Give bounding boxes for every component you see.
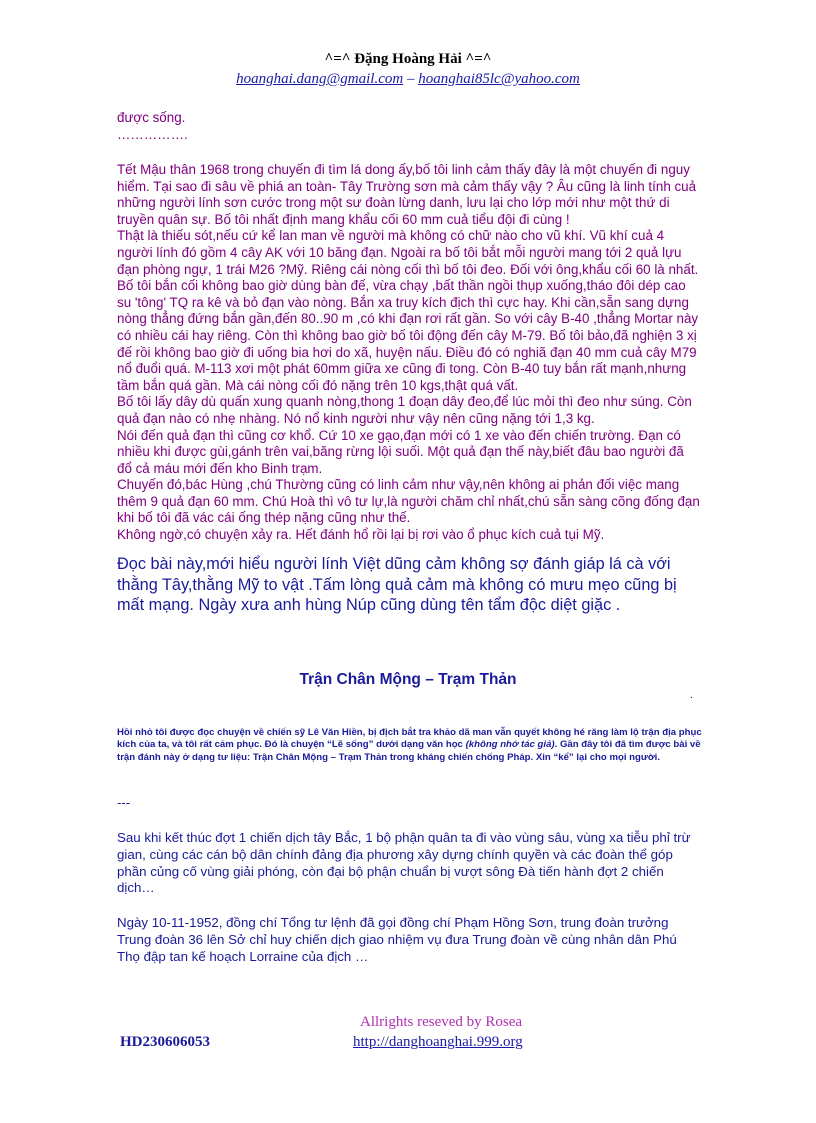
story-paragraph: Tết Mậu thân 1968 trong chuyến đi tìm lá dong ấy,bố tôi linh cảm thấy đây là một chuyến đi nguy hiểm. Tại sao đi sâu về phiá an toàn- Tây Trường sơn mà cảm thấy vậy ? Âu cũng là linh tính cuả những người lính sơn cước trong một sư đoàn lừng danh, lưu lại cho lớp mới như một thứ di truyền quân sự. Bố tôi nhất định mang khẩu cối 60 mm cuả tiểu đội đi cùng ! [117, 162, 697, 227]
email-link-gmail[interactable]: hoanghai.dang@gmail.com [236, 71, 404, 87]
section-paragraph: Ngày 10-11-1952, đồng chí Tổng tư lệnh đã gọi đồng chí Phạm Hồng Sơn, trung đoàn trưởng Trung đoàn 36 lên Sở chỉ huy chiến dịch giao nhiệm vụ đưa Trung đoàn về cùng nhân dân Phú Thọ đập tan kế hoạch Lorraine của địch … [117, 915, 677, 964]
story-paragraph: Thật là thiếu sót,nếu cứ kể lan man về người mà không có chữ nào cho vũ khí. Vũ khí cuả 4 người lính đó gồm 4 cây AK với 10 băng đạn. Ngoài ra bố tôi bắt mỗi người mang tới 2 quả lựu đạn phòng ngự, 1 trái M26 ?Mỹ. Riêng cái nòng cối thì bố tôi đeo. Đối với ông,khẩu cối 60 là nhất. Bố tôi bắn cối không bao giờ dùng bàn đế, vừa chạy ,bất thần ngồi thụp xuống,tháo đôi dép cao su 'tông' TQ ra kê và bỏ đạn vào nòng. Bắn xa truy kích địch thì cực hay. Khi cần,sẵn sang dựng nòng thẳng đứng bắn gần,đến 80..90 m ,có khi đạn rơi rất gần. So với cây B-40 ,thẳng Mortar này có nhiều cái hay riêng. Còn thì không bao giờ bố tôi động đến cây M-79. Bố tôi bảo,đã nghiện 3 xị đế rồi không bao giờ đi uống bia hơi do xã, huyện nấu. Điều đó có nghiã đạn 40 mm cuả cây M79 nổ đuổi quá. M-113 xơi một phát 60mm giữa xe cũng đi tong. Còn B-40 tuy bắn rất mạnh,nhưng tầm bắn quá gần. Mà cái nòng cối đó nặng trên 10 kgs,thật quá vất. [117, 228, 699, 393]
intro-italic: (không nhớ tác giả) [465, 739, 555, 751]
section-paragraph: Sau khi kết thúc đợt 1 chiến dịch tây Bắc, 1 bộ phận quân ta đi vào vùng sâu, vùng xa tiễu phỉ trừ gian, cùng các cán bộ dân chính đảng địa phương xây dựng chính quyền và các đoàn thể góp phần củng cố vùng giải phóng, còn đại bộ phận chuẩn bị vượt sông Đà tiến hành đợt 2 chiến dịch… [117, 830, 691, 896]
story-body [117, 162, 702, 544]
story-paragraph: Bố tôi lấy dây dù quấn xung quanh nòng,thong 1 đoạn dây đeo,để lúc mỏi thì đeo như súng. Còn quả đạn nào có nhẹ nhàng. Nó nổ kinh người như vậy nên cũng nặng tới 1,3 kg. [117, 394, 692, 426]
section-divider: --- [117, 795, 131, 810]
footer-website-link[interactable]: http://danghoanghai.999.org [353, 1034, 523, 1050]
fragment-ellipsis: ……………. [117, 126, 188, 142]
fragment-line: được sống. [117, 110, 186, 125]
stray-dot: . [690, 690, 693, 701]
story-paragraph: Nói đến quả đạn thì cũng cơ khổ. Cứ 10 xe gạo,đạn mới có 1 xe vào đến chiến trường. Đạn có nhiều khi được gùi,gánh trên vai,băng rừng lội suối. Một quả đạn thế này,biết đâu bao người đã đổ cả máu mới đến kho Binh trạm. [117, 427, 684, 476]
footer-document-code: HD230606053 [120, 1034, 210, 1050]
intro-text: Hồi nhỏ tôi được đọc chuyện về chiến sỹ Lê Văn Hiền, bị địch bắt tra khảo dã man vẫn quyết không hé răng làm lộ trận địa phục kích của ta, và tôi rất cảm phục. Đó là chuyện “Lẽ sống” dưới dạng văn học [117, 727, 702, 751]
reflection-paragraph: Đọc bài này,mới hiểu người lính Việt dũng cảm không sợ đánh giáp lá cà với thằng Tây,thằng Mỹ to vật .Tấm lòng quả cảm mà không có mưu mẹo cũng bị mất mạng. Ngày xưa anh hùng Núp cũng dùng tên tẩm độc diệt giặc . [117, 555, 677, 614]
author-emails [0, 71, 816, 88]
story-paragraph: Không ngờ,có chuyện xảy ra. Hết đánh hổ rồi lại bị rơi vào ổ phục kích cuả tụi Mỹ. [117, 527, 605, 543]
top-fragment [117, 110, 702, 143]
email-separator: – [403, 71, 419, 87]
story-paragraph: Chuyến đó,bác Hùng ,chú Thường cũng có linh cảm như vậy,nên không ai phản đối việc mang thêm 9 quả đạn 60 mm. Chú Hoà thì vô tư lự,là người chăm chỉ nhất,chú sẵn sàng cõng đống đạn khi bố tôi đã vác cái ống thép nặng cũng như thế. [117, 477, 700, 526]
email-link-yahoo[interactable]: hoanghai85lc@yahoo.com [418, 71, 580, 87]
intro-text-end: . Gần đây tôi đã tìm được bài về trận đánh này ở dạng tư liệu: Trận Chân Mộng – Trạm Thản trong kháng chiến chống Pháp. Xin “kể” lại cho mọi người. [117, 739, 701, 763]
section-title: Trận Chân Mộng – Trạm Thản [299, 671, 517, 688]
section-intro [117, 727, 702, 764]
author-header: ^=^ Đặng Hoàng Hải ^=^ [324, 51, 492, 67]
footer-rights: Allrights reseved by Rosea [360, 1014, 523, 1030]
